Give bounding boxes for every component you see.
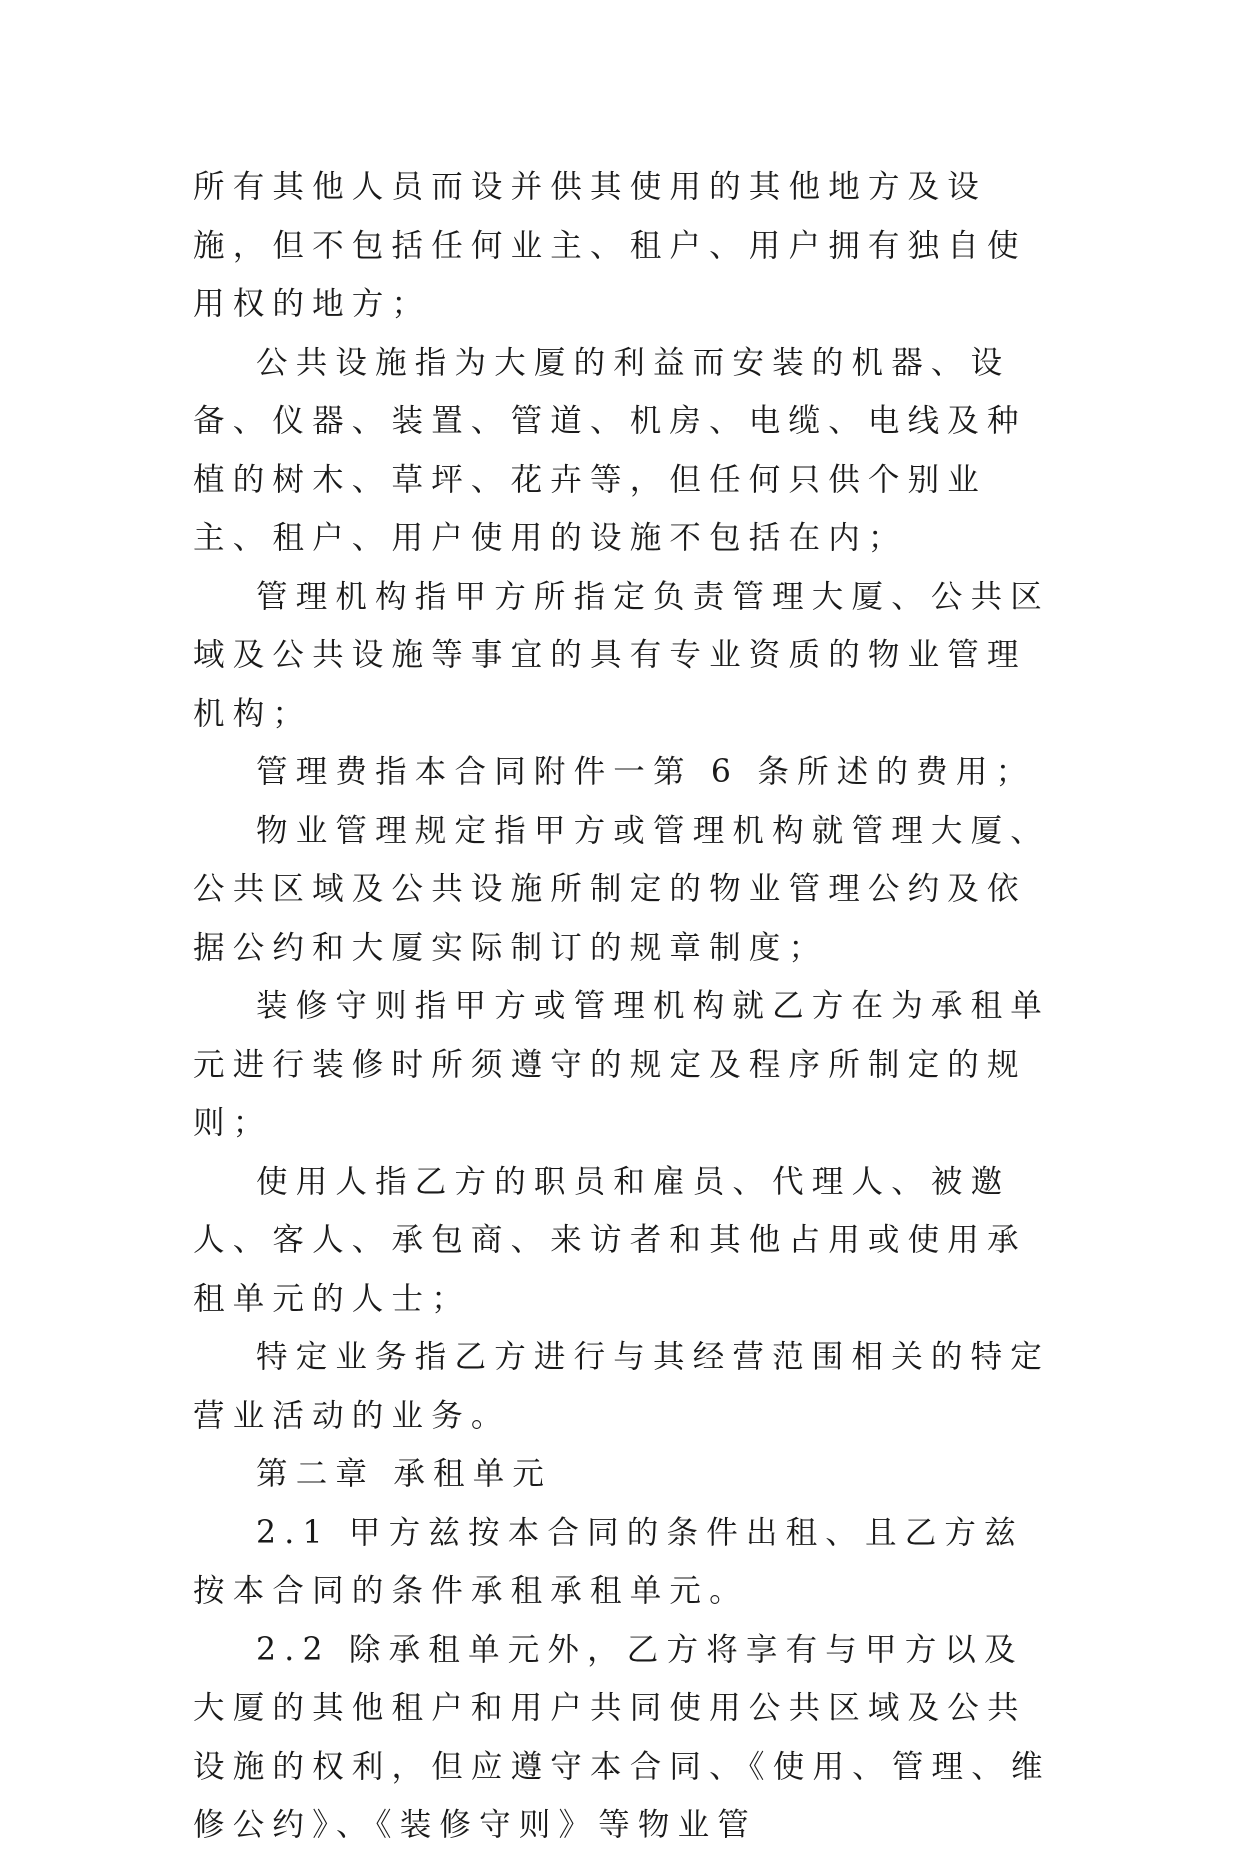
paragraph-specific-business-definition: 特定业务指乙方进行与其经营范围相关的特定营业活动的业务。 — [193, 1339, 1051, 1434]
paragraph-renovation-rules-definition: 装修守则指甲方或管理机构就乙方在为承租单元进行装修时所须遵守的规定及程序所制定的规则； — [193, 988, 1051, 1141]
paragraph-management-fee-definition: 管理费指本合同附件一第 6 条所述的费用； — [256, 754, 1036, 790]
paragraph-public-facilities-definition: 公共设施指为大厦的利益而安装的机器、设备、仪器、装置、管道、机房、电缆、电线及种植的树木、草坪、花卉等，但任何只供个别业主、租户、用户使用的设施不包括在内； — [193, 344, 1027, 556]
paragraph-common-areas-continuation: 所有其他人员而设并供其使用的其他地方及设施，但不包括任何业主、租户、用户拥有独自使用权的地方； — [193, 169, 1027, 322]
clause-2-1: 2.1 甲方兹按本合同的条件出租、且乙方兹按本合同的条件承租承租单元。 — [193, 1514, 1024, 1609]
paragraph-property-rules-definition: 物业管理规定指甲方或管理机构就管理大厦、公共区域及公共设施所制定的物业管理公约及依据公约和大厦实际制订的规章制度； — [193, 812, 1051, 966]
paragraph-management-agency-definition: 管理机构指甲方所指定负责管理大厦、公共区域及公共设施等事宜的具有专业资质的物业管理机构； — [193, 578, 1051, 732]
clause-2-2: 2.2 除承租单元外，乙方将享有与甲方以及大厦的其他租户和用户共同使用公共区域及公共设施的权利，但应遵守本合同、《使用、管理、维修公约》、《装修守则》等物业管 — [193, 1631, 1051, 1843]
paragraph-user-definition: 使用人指乙方的职员和雇员、代理人、被邀人、客人、承包商、来访者和其他占用或使用承租单元的人士； — [193, 1163, 1027, 1317]
chapter-heading: 第二章 承租单元 — [256, 1456, 553, 1492]
contract-text-body — [193, 158, 1063, 1855]
